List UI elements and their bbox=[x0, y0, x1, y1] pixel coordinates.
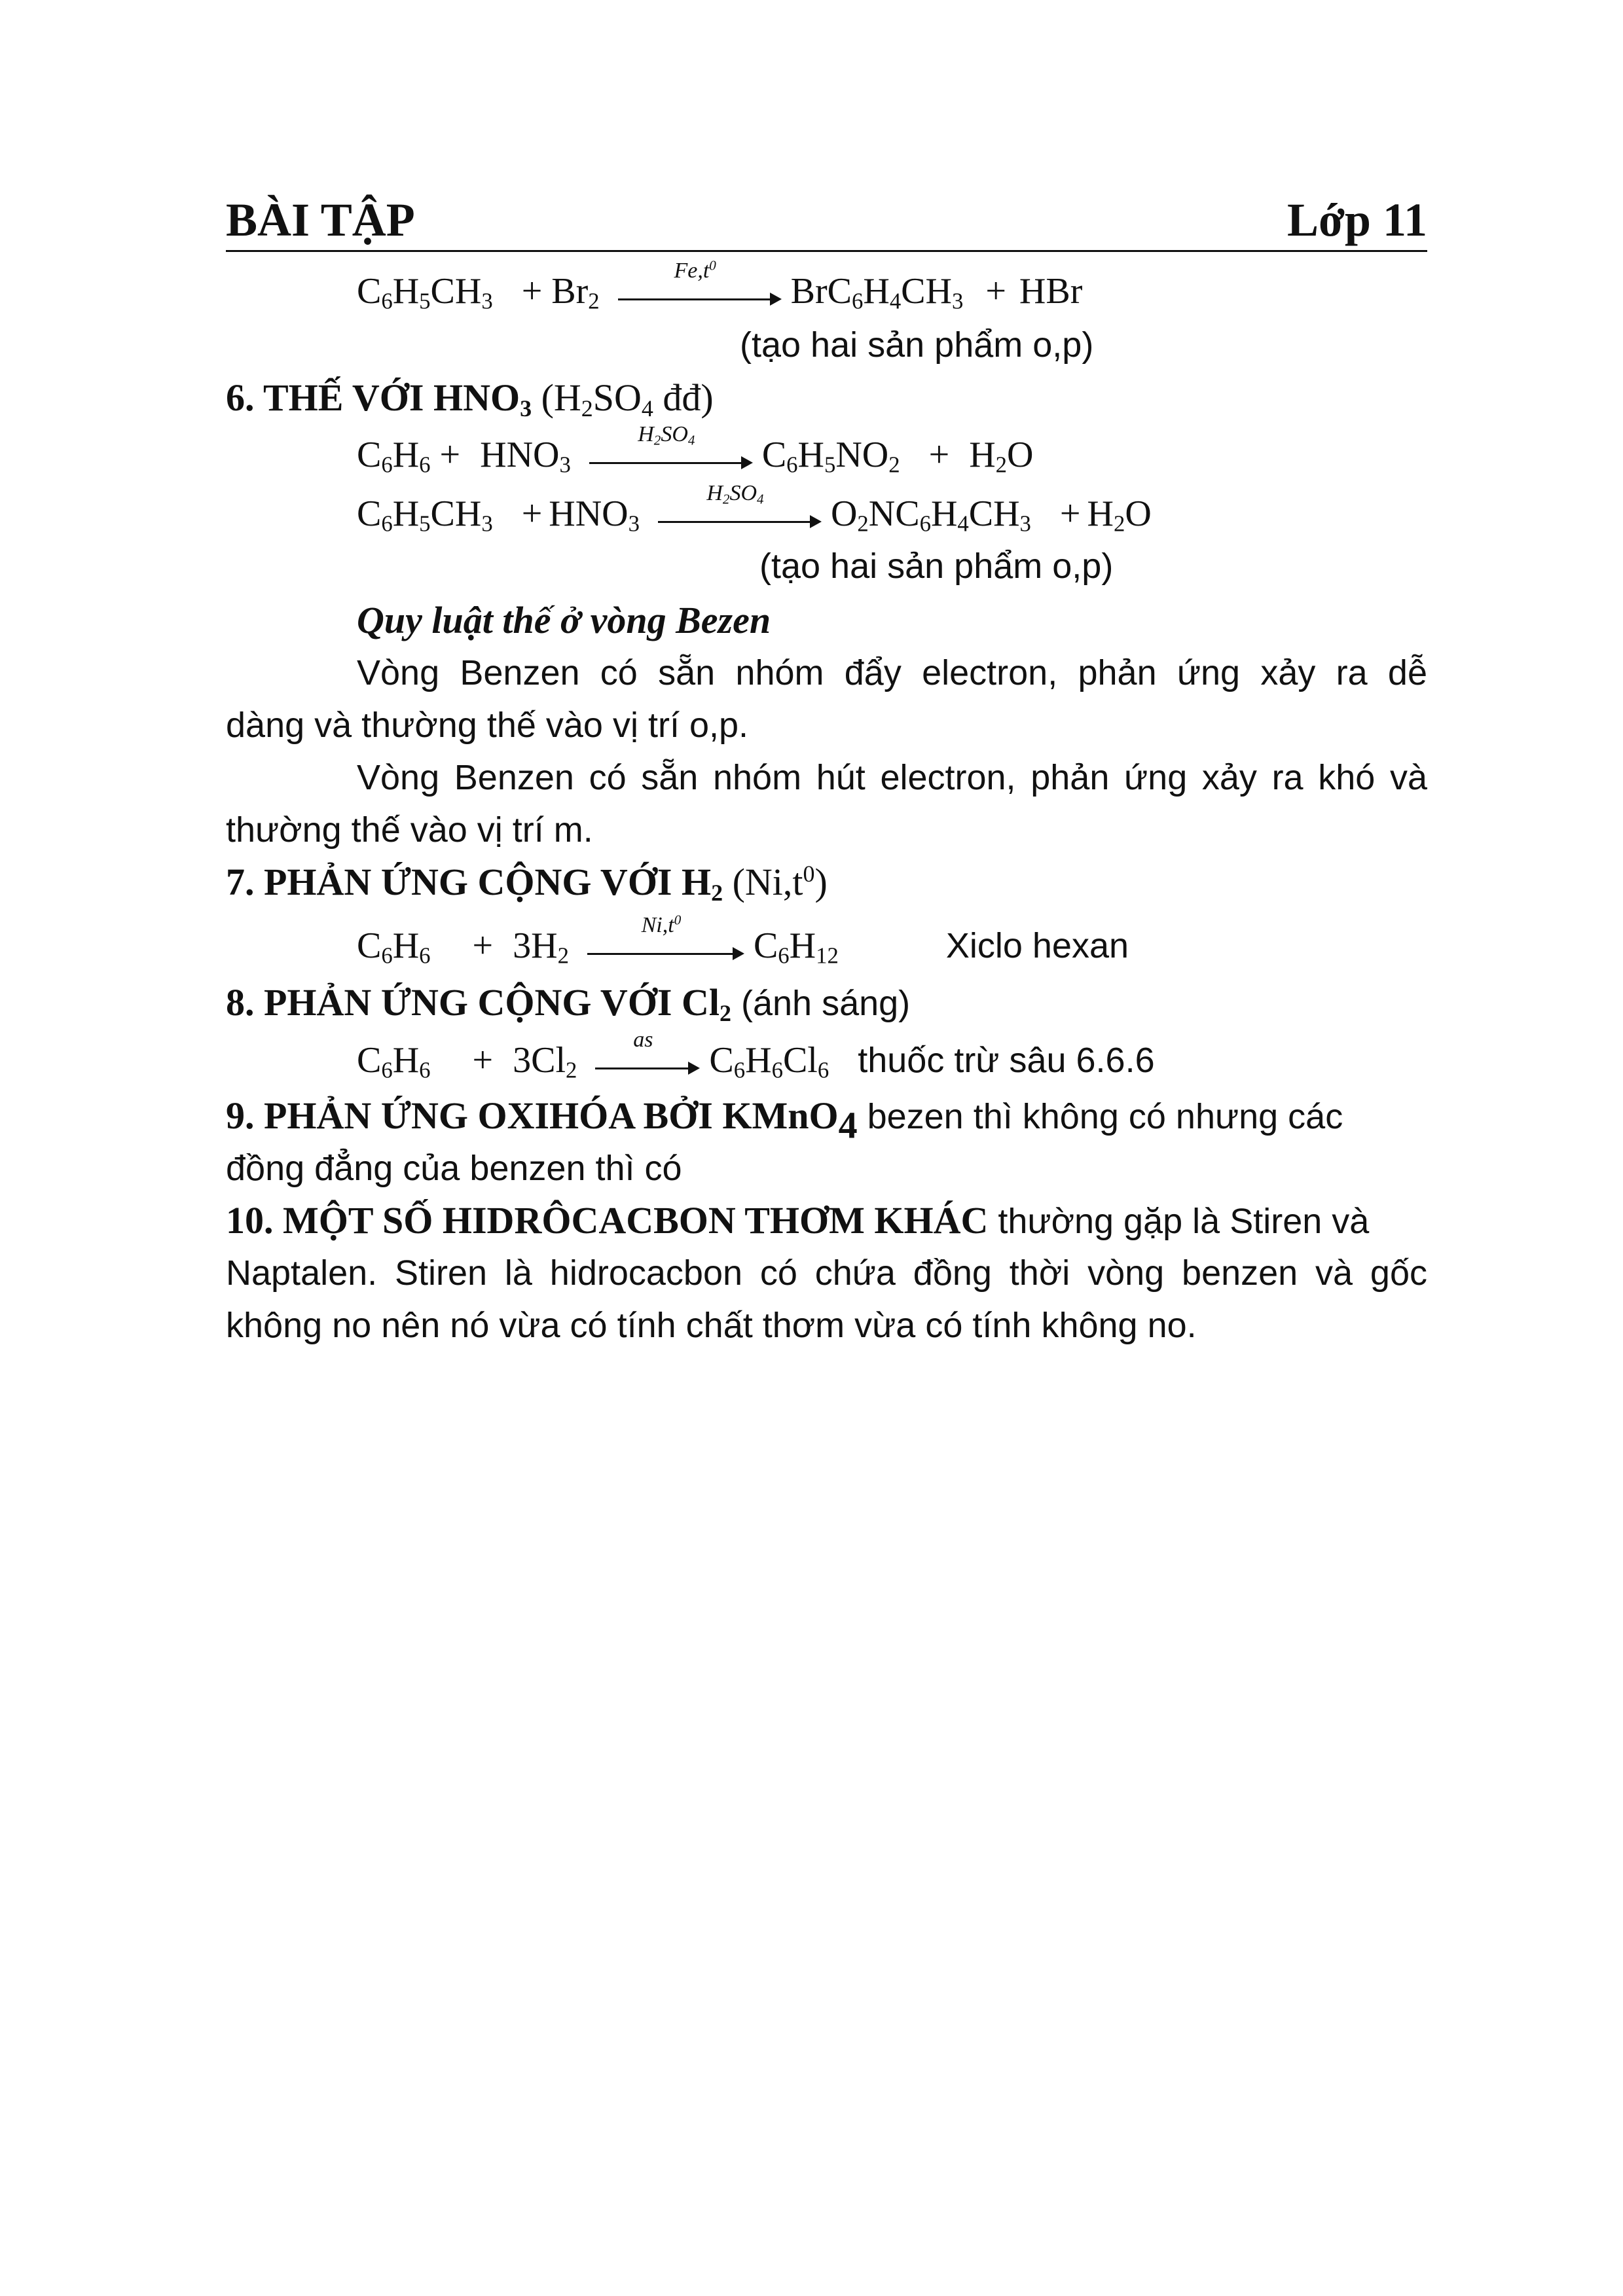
page-header bbox=[226, 190, 1427, 252]
note-op-products-1: (tạo hai sản phẩm o,p) bbox=[740, 325, 1094, 365]
section-7-heading: 7. PHẢN ỨNG CỘNG VỚI $H_2$ $(Ni,t^0)$ bbox=[226, 861, 828, 906]
rule-paragraph-2-line-1: Vòng Benzen có sẵn nhóm hút electron, phản ứng xảy ra khó và bbox=[357, 758, 1427, 797]
equation-toluene-nitration: $C_6H_5CH_3 + HNO_3$ $H_2SO_4$ $O_2NC_6H_4CH_3 + H_2O$ bbox=[357, 481, 1152, 537]
rule-paragraph-2-line-2: thường thế vào vị trí m. bbox=[226, 810, 593, 850]
section-10-line-2: Naptalen. Stiren là hidrocacbon có chứa đồng thời vòng benzen và gốc bbox=[226, 1253, 1427, 1293]
reaction-arrow: $H_2SO_4$ bbox=[658, 504, 822, 530]
reaction-arrow: as bbox=[595, 1050, 700, 1077]
note-op-products-2: (tạo hai sản phẩm o,p) bbox=[759, 547, 1114, 586]
header-grade: Lớp 11 bbox=[1287, 194, 1427, 246]
reaction-arrow: $Ni,t^0$ bbox=[587, 936, 744, 962]
equation-hydrogenation: $C_6H_6 + 3H_2$ $Ni,t^0$ $C_6H_{12}$ Xiclo hexan bbox=[357, 912, 1129, 969]
equation-chlorination: $C_6H_6 + 3Cl_2$ as $C_6H_6Cl_6$ thuốc trừ sâu 6.6.6 bbox=[357, 1028, 1155, 1083]
section-6-heading: 6. THẾ VỚI $HNO_3$ ($H_2SO_4$ đđ) bbox=[226, 376, 714, 422]
reaction-arrow: $Fe,t^0$ bbox=[618, 281, 782, 308]
header-title: BÀI TẬP bbox=[226, 194, 415, 246]
section-8-heading: 8. PHẢN ỨNG CỘNG VỚI $Cl_2$ (ánh sáng) bbox=[226, 981, 911, 1026]
section-10-line-1: 10. MỘT SỐ HIDRÔCACBON THƠM KHÁC thường gặp là Stiren và bbox=[226, 1199, 1370, 1242]
reaction-arrow: $H_2SO_4$ bbox=[589, 445, 753, 471]
section-10-line-3: không no nên nó vừa có tính chất thơm vừa có tính không no. bbox=[226, 1306, 1197, 1345]
section-9-line-2: đồng đẳng của benzen thì có bbox=[226, 1149, 682, 1188]
equation-toluene-bromination: $C_6H_5CH_3 + Br_2$ $Fe,t^0$ $BrC_6H_4CH_3$ + HBr bbox=[357, 257, 1083, 314]
document-page bbox=[226, 0, 1427, 2296]
rule-paragraph-1-line-2: dàng và thường thế vào vị trí o,p. bbox=[226, 706, 749, 745]
rule-title: Quy luật thế ở vòng Bezen bbox=[357, 599, 771, 641]
equation-benzene-nitration: $C_6H_6 + HNO_3$ $H_2SO_4$ $C_6H_5NO_2 + H_2O$ bbox=[357, 422, 1034, 478]
section-9-line-1: 9. PHẢN ỨNG OXIHÓA BỞI KMnO$_4$ bezen thì không có nhưng các bbox=[226, 1094, 1343, 1147]
rule-paragraph-1-line-1: Vòng Benzen có sẵn nhóm đẩy electron, phản ứng xảy ra dễ bbox=[357, 653, 1427, 692]
